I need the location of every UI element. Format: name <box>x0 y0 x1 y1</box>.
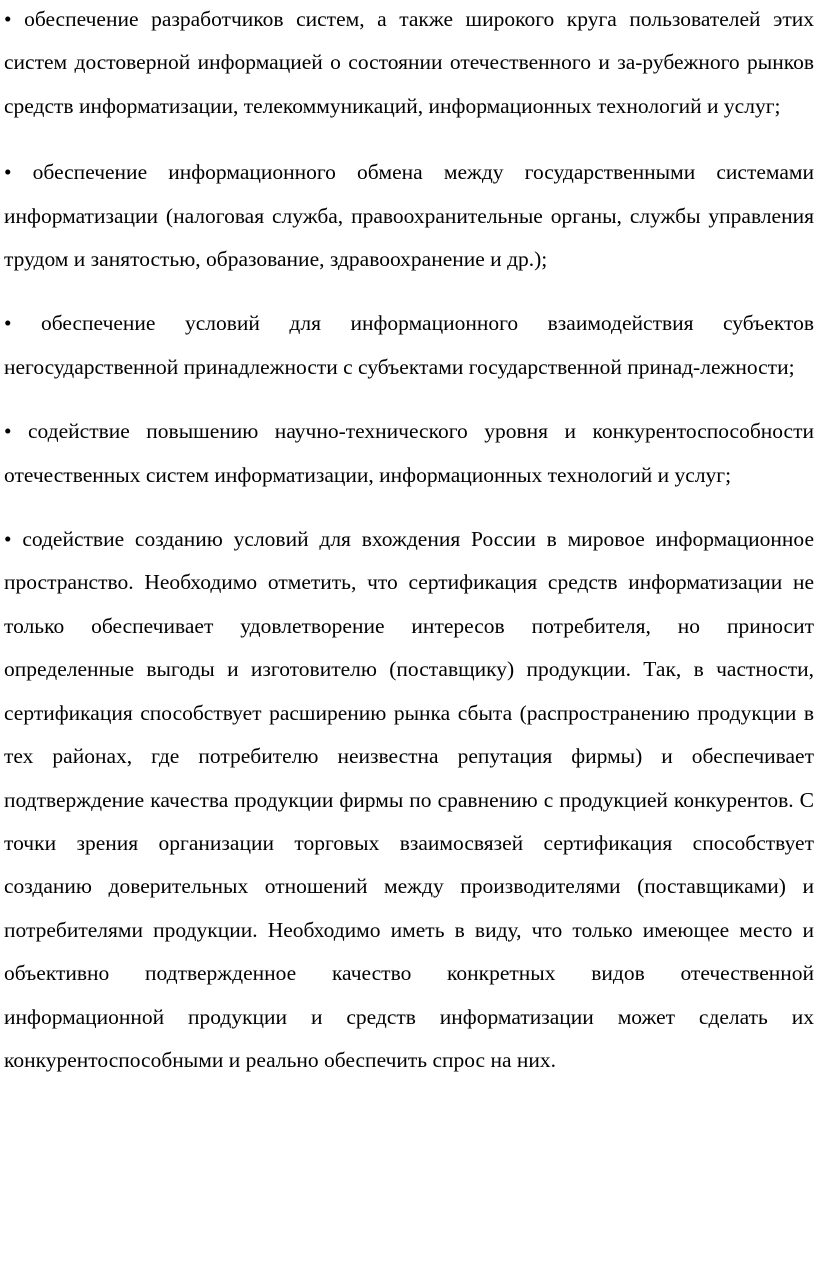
bullet-paragraph-world-information-space: • содействие созданию условий для вхождения России в мировое информационное пространство. Необходимо отметить, что сертификация средств информатизации не только обеспечивает удовлетворение интересов потребителя, но приносит определенные выгоды и изготовителю (поставщику) продукции. Так, в частности, сертификация способствует расширению рынка сбыта (распространению продукции в тех районах, где потребителю неизвестна репутация фирмы) и обеспечивает подтверждение качества продукции фирмы по сравнению с продукцией конкурентов. С точки зрения организации торговых взаимосвязей сертификация способствует созданию доверительных отношений между производителями (поставщиками) и потребителями продукции. Необходимо иметь в виду, что только имеющее место и объективно подтвержденное качество конкретных видов отечественной информационной продукции и средств информатизации может сделать их конкурентоспособными и реально обеспечить спрос на них. <box>4 527 814 1072</box>
bullet-paragraph-developers-information: • обеспечение разработчиков систем, а также широкого круга пользователей этих систем достоверной информацией о состоянии отечественного и за-рубежного рынков средств информатизации, телекоммуникаций, информационных технологий и услуг; <box>4 7 814 118</box>
bullet-paragraph-competitiveness: • содействие повышению научно-технического уровня и конкурентоспособности отечественных систем информатизации, информационных технологий и услуг; <box>4 419 814 487</box>
bullet-paragraph-non-state-interaction: • обеспечение условий для информационного взаимодействия субъектов негосударственной принадлежности с субъектами государственной принад-лежности; <box>4 311 814 379</box>
document-page <box>4 0 814 1264</box>
bullet-paragraph-state-information-exchange: • обеспечение информационного обмена между государственными системами информатизации (налоговая служба, правоохранительные органы, службы управления трудом и занятостью, образование, здравоохранение и др.); <box>4 160 814 272</box>
